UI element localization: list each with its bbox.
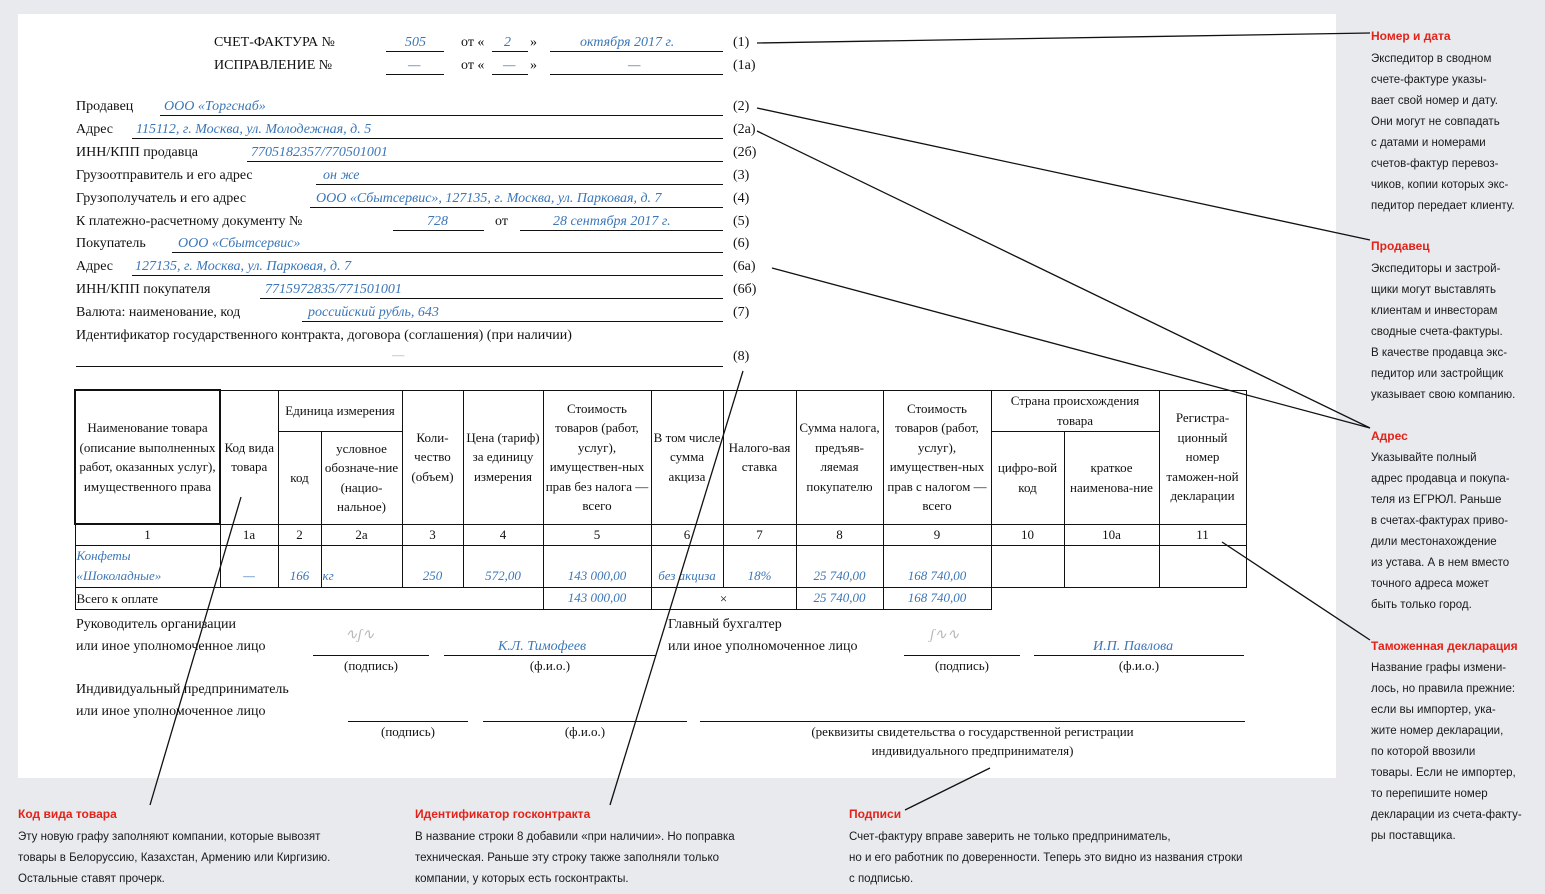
row-code: (2) — [733, 99, 750, 114]
col-header-cost-with-tax: Стоимость товаров (работ, услуг), имуществен-ных прав с налогом — всего — [883, 390, 991, 524]
buyer-address: 127135, г. Москва, ул. Парковая, д. 7 — [135, 259, 352, 274]
note-line: то перепишите номер — [1371, 788, 1488, 800]
row-code: (5) — [733, 214, 750, 229]
column-number: 2а — [321, 524, 402, 546]
row-code: (2а) — [733, 122, 756, 137]
currency-value: российский рубль, 643 — [308, 305, 439, 320]
row-code: (4) — [733, 191, 750, 206]
note-line: Название графы измени- — [1371, 662, 1507, 674]
sign-caption: (подпись) — [935, 658, 989, 673]
note-contract-title: Идентификатор госконтракта — [415, 807, 591, 821]
note-seller-title: Продавец — [1371, 239, 1430, 253]
buyer-value: ООО «Сбытсервис» — [178, 236, 301, 251]
note-line: адрес продавца и покупа- — [1371, 473, 1510, 485]
ip-requisites-line2: индивидуального предпринимателя) — [871, 743, 1074, 758]
col-header-unit-code: код — [278, 431, 321, 524]
col-header-origin-name: краткое наименова-ние — [1064, 431, 1159, 524]
address-label: Адрес — [76, 122, 114, 137]
row-code: (7) — [733, 305, 750, 320]
row-code: (8) — [733, 349, 750, 364]
leader-line-contract — [610, 371, 743, 805]
note-line: с подписью. — [849, 873, 914, 885]
row-code: (1) — [733, 35, 750, 50]
note-line: педитор или застройщик — [1371, 368, 1504, 380]
item-name-line2: «Шоколадные» — [76, 568, 162, 583]
item-cost-with-tax: 168 740,00 — [883, 546, 991, 588]
note-customs-title: Таможенная декларация — [1371, 639, 1518, 653]
note-line: Экспедитор в сводном — [1371, 53, 1492, 65]
note-line: Эту новую графу заполняют компании, которые вывозят — [18, 831, 321, 843]
note-address-title: Адрес — [1371, 429, 1408, 443]
buyer-label: Покупатель — [76, 236, 146, 251]
column-number: 9 — [883, 524, 991, 546]
note-seller-text — [1371, 259, 1515, 406]
note-line: компании, у которых есть госконтракты. — [415, 873, 629, 885]
note-customs-text — [1371, 658, 1522, 847]
note-line: чиков, копии которых экс- — [1371, 179, 1509, 191]
note-line: техническая. Раньше эту строку также заполняли только — [415, 852, 719, 864]
leader-line-address — [757, 131, 1370, 428]
buyer-inn: 7715972835/771501001 — [265, 282, 402, 297]
invoice-date: октября 2017 г. — [580, 35, 675, 50]
head-label-line1: Руководитель организации — [76, 617, 236, 632]
col-header-kind-code: Код вида товара — [220, 390, 278, 524]
leader-line-address — [772, 268, 1370, 428]
ip-label-line2: или иное уполномоченное лицо — [76, 704, 266, 719]
contract-label: Идентификатор государственного контракта, договора (соглашения) (при наличии) — [76, 328, 572, 343]
invoice-title: СЧЕТ-ФАКТУРА № — [214, 35, 335, 50]
signature-scribble: ʃ∿∿ — [930, 627, 960, 643]
total-cross: × — [651, 588, 796, 610]
col-header-quantity: Коли-чество (объем) — [402, 390, 463, 524]
note-line: В качестве продавца экс- — [1371, 347, 1508, 359]
note-line: из устава. А в нем вместо — [1371, 557, 1510, 569]
note-line: клиентам и инвесторам — [1371, 305, 1498, 317]
buyer-address-label: Адрес — [76, 259, 114, 274]
note-line: указывает свою компанию. — [1371, 389, 1516, 401]
note-contract-text — [415, 827, 735, 890]
note-number-date-title: Номер и дата — [1371, 29, 1451, 43]
invoice-day: 2 — [504, 35, 511, 50]
note-line: Они могут не совпадать — [1371, 116, 1500, 128]
note-line: Счет-фактуру вправе заверить не только предприниматель, — [849, 831, 1171, 843]
item-cost-no-tax: 143 000,00 — [543, 546, 651, 588]
note-line: точного адреса может — [1371, 578, 1489, 590]
col-header-origin-code: цифро-вой код — [991, 431, 1064, 524]
consignee-label: Грузополучатель и его адрес — [76, 191, 247, 206]
leader-line-customs — [1222, 542, 1370, 640]
column-number: 7 — [723, 524, 796, 546]
row-code: (6) — [733, 236, 750, 251]
item-quantity: 250 — [402, 546, 463, 588]
leader-line-kind-code — [150, 497, 241, 805]
correction-title: ИСПРАВЛЕНИЕ № — [214, 58, 333, 73]
col-header-excise: В том числе сумма акциза — [651, 390, 723, 524]
item-tax-rate: 18% — [723, 546, 796, 588]
seller-inn-label: ИНН/КПП продавца — [76, 145, 199, 160]
note-line: в счетах-фактурах приво- — [1371, 515, 1509, 527]
payment-date: 28 сентября 2017 г. — [553, 214, 671, 229]
contract-value: — — [392, 348, 405, 363]
note-line: теля из ЕГРЮЛ. Раньше — [1371, 494, 1502, 506]
quote-close: » — [530, 35, 537, 50]
note-line: Экспедиторы и застрой- — [1371, 263, 1501, 275]
accountant-label-line2: или иное уполномоченное лицо — [668, 639, 858, 654]
shipper-label: Грузоотправитель и его адрес — [76, 168, 253, 183]
col-header-name: Наименование товара (описание выполненных работ, оказанных услуг), имущественного права — [75, 390, 220, 524]
note-line: щики могут выставлять — [1371, 284, 1496, 296]
sign-caption: (подпись) — [381, 724, 435, 739]
column-number: 4 — [463, 524, 543, 546]
seller-label: Продавец — [76, 99, 134, 114]
accountant-label-line1: Главный бухгалтер — [668, 617, 782, 632]
col-header-price: Цена (тариф) за единицу измерения — [463, 390, 543, 524]
col-header-unit: Единица измерения — [278, 390, 402, 431]
ip-label-line1: Индивидуальный предприниматель — [76, 682, 289, 697]
note-line: по которой ввозили — [1371, 746, 1476, 758]
col-header-unit-symbol: условное обозначе-ние (нацио-нальное) — [321, 431, 402, 524]
correction-number: — — [408, 58, 421, 73]
note-number-date-text — [1371, 49, 1515, 217]
row-code: (2б) — [733, 145, 757, 160]
col-header-tax-sum: Сумма налога, предъяв-ляемая покупателю — [796, 390, 883, 524]
payment-from: от — [495, 214, 508, 229]
note-line: быть только город. — [1371, 599, 1472, 611]
note-line: вает свой номер и дату. — [1371, 95, 1498, 107]
item-tax-sum: 25 740,00 — [796, 546, 883, 588]
payment-number: 728 — [427, 214, 448, 229]
note-line: если вы импортер, ука- — [1371, 704, 1496, 716]
head-name: К.Л. Тимофеев — [498, 639, 587, 654]
name-caption: (ф.и.о.) — [529, 658, 571, 673]
from-label: от « — [461, 35, 485, 50]
correction-date: — — [628, 58, 641, 73]
leader-line-number-date — [757, 33, 1370, 43]
note-line: Указывайте полный — [1371, 452, 1477, 464]
row-code: (1а) — [733, 58, 756, 73]
item-kind-code: — — [220, 546, 278, 588]
note-signatures-text — [849, 827, 1242, 890]
shipper-value: он же — [323, 168, 360, 183]
row-code: (6б) — [733, 282, 757, 297]
from-label: от « — [461, 58, 485, 73]
row-code: (6а) — [733, 259, 756, 274]
note-line: сводные счета-фактуры. — [1371, 326, 1503, 338]
consignee-value: ООО «Сбытсервис», 127135, г. Москва, ул. Парковая, д. 7 — [316, 191, 662, 206]
currency-label: Валюта: наименование, код — [76, 305, 241, 320]
note-line: ры поставщика. — [1371, 830, 1456, 842]
row-code: (3) — [733, 168, 750, 183]
column-number: 1 — [75, 524, 220, 546]
column-number: 3 — [402, 524, 463, 546]
col-header-declaration: Регистра-ционный номер таможен-ной декларации — [1159, 390, 1246, 524]
item-unit-code: 166 — [278, 546, 321, 588]
item-unit-symbol: кг — [321, 546, 402, 588]
note-line: счетов-фактур перевоз- — [1371, 158, 1499, 170]
accountant-name: И.П. Павлова — [1093, 639, 1174, 654]
sign-caption: (подпись) — [344, 658, 398, 673]
note-signatures-title: Подписи — [849, 807, 902, 821]
quote-close: » — [530, 58, 537, 73]
column-number: 8 — [796, 524, 883, 546]
leader-line-seller — [757, 108, 1370, 240]
note-line: товары в Белоруссию, Казахстан, Армению или Киргизию. — [18, 852, 331, 864]
column-number: 10а — [1064, 524, 1159, 546]
note-line: В название строки 8 добавили «при наличии». Но поправка — [415, 831, 735, 843]
seller-value: ООО «Торгснаб» — [164, 99, 266, 114]
correction-day: — — [503, 58, 516, 73]
note-line: декларации из счета-факту- — [1371, 809, 1522, 821]
note-line: с датами и номерами — [1371, 137, 1486, 149]
col-header-tax-rate: Налого-вая ставка — [723, 390, 796, 524]
col-header-cost-no-tax: Стоимость товаров (работ, услуг), имуществен-ных прав без налога — всего — [543, 390, 651, 524]
col-header-origin: Страна происхождения товара — [991, 390, 1159, 431]
column-number: 5 — [543, 524, 651, 546]
total-tax-sum: 25 740,00 — [796, 588, 883, 610]
note-line: счете-фактуре указы- — [1371, 74, 1487, 86]
column-number: 2 — [278, 524, 321, 546]
total-label: Всего к оплате — [75, 588, 543, 610]
note-address-text — [1371, 448, 1510, 616]
note-line: товары. Если не импортер, — [1371, 767, 1516, 779]
note-line: но и его работник по доверенности. Теперь это видно из названия строки — [849, 852, 1243, 864]
buyer-inn-label: ИНН/КПП покупателя — [76, 282, 211, 297]
invoice-number: 505 — [405, 35, 426, 50]
seller-address: 115112, г. Москва, ул. Молодежная, д. 5 — [136, 122, 372, 137]
note-line: педитор передает клиенту. — [1371, 200, 1515, 212]
head-label-line2: или иное уполномоченное лицо — [76, 639, 266, 654]
name-caption: (ф.и.о.) — [564, 724, 606, 739]
column-number: 10 — [991, 524, 1064, 546]
total-cost-with-tax: 168 740,00 — [883, 588, 991, 610]
note-kind-code-text — [18, 827, 330, 890]
signature-scribble: ∿ʃ∿ — [345, 627, 375, 643]
column-number: 1а — [220, 524, 278, 546]
leader-line-signatures — [905, 768, 990, 810]
payment-label: К платежно-расчетному документу № — [76, 214, 303, 229]
item-name-line1: Конфеты — [76, 548, 131, 563]
total-cost-no-tax: 143 000,00 — [543, 588, 651, 610]
ip-requisites-line1: (реквизиты свидетельства о государственной регистрации — [811, 724, 1134, 739]
note-line: жите номер декларации, — [1371, 725, 1504, 737]
seller-inn: 7705182357/770501001 — [251, 145, 388, 160]
column-number: 6 — [651, 524, 723, 546]
item-excise: без акциза — [651, 546, 723, 588]
note-kind-code-title: Код вида товара — [18, 807, 117, 821]
note-line: дили местонахождение — [1371, 536, 1497, 548]
column-number: 11 — [1159, 524, 1246, 546]
name-caption: (ф.и.о.) — [1118, 658, 1160, 673]
note-line: Остальные ставят прочерк. — [18, 873, 165, 885]
note-line: лось, но правила прежние: — [1371, 683, 1516, 695]
item-price: 572,00 — [463, 546, 543, 588]
